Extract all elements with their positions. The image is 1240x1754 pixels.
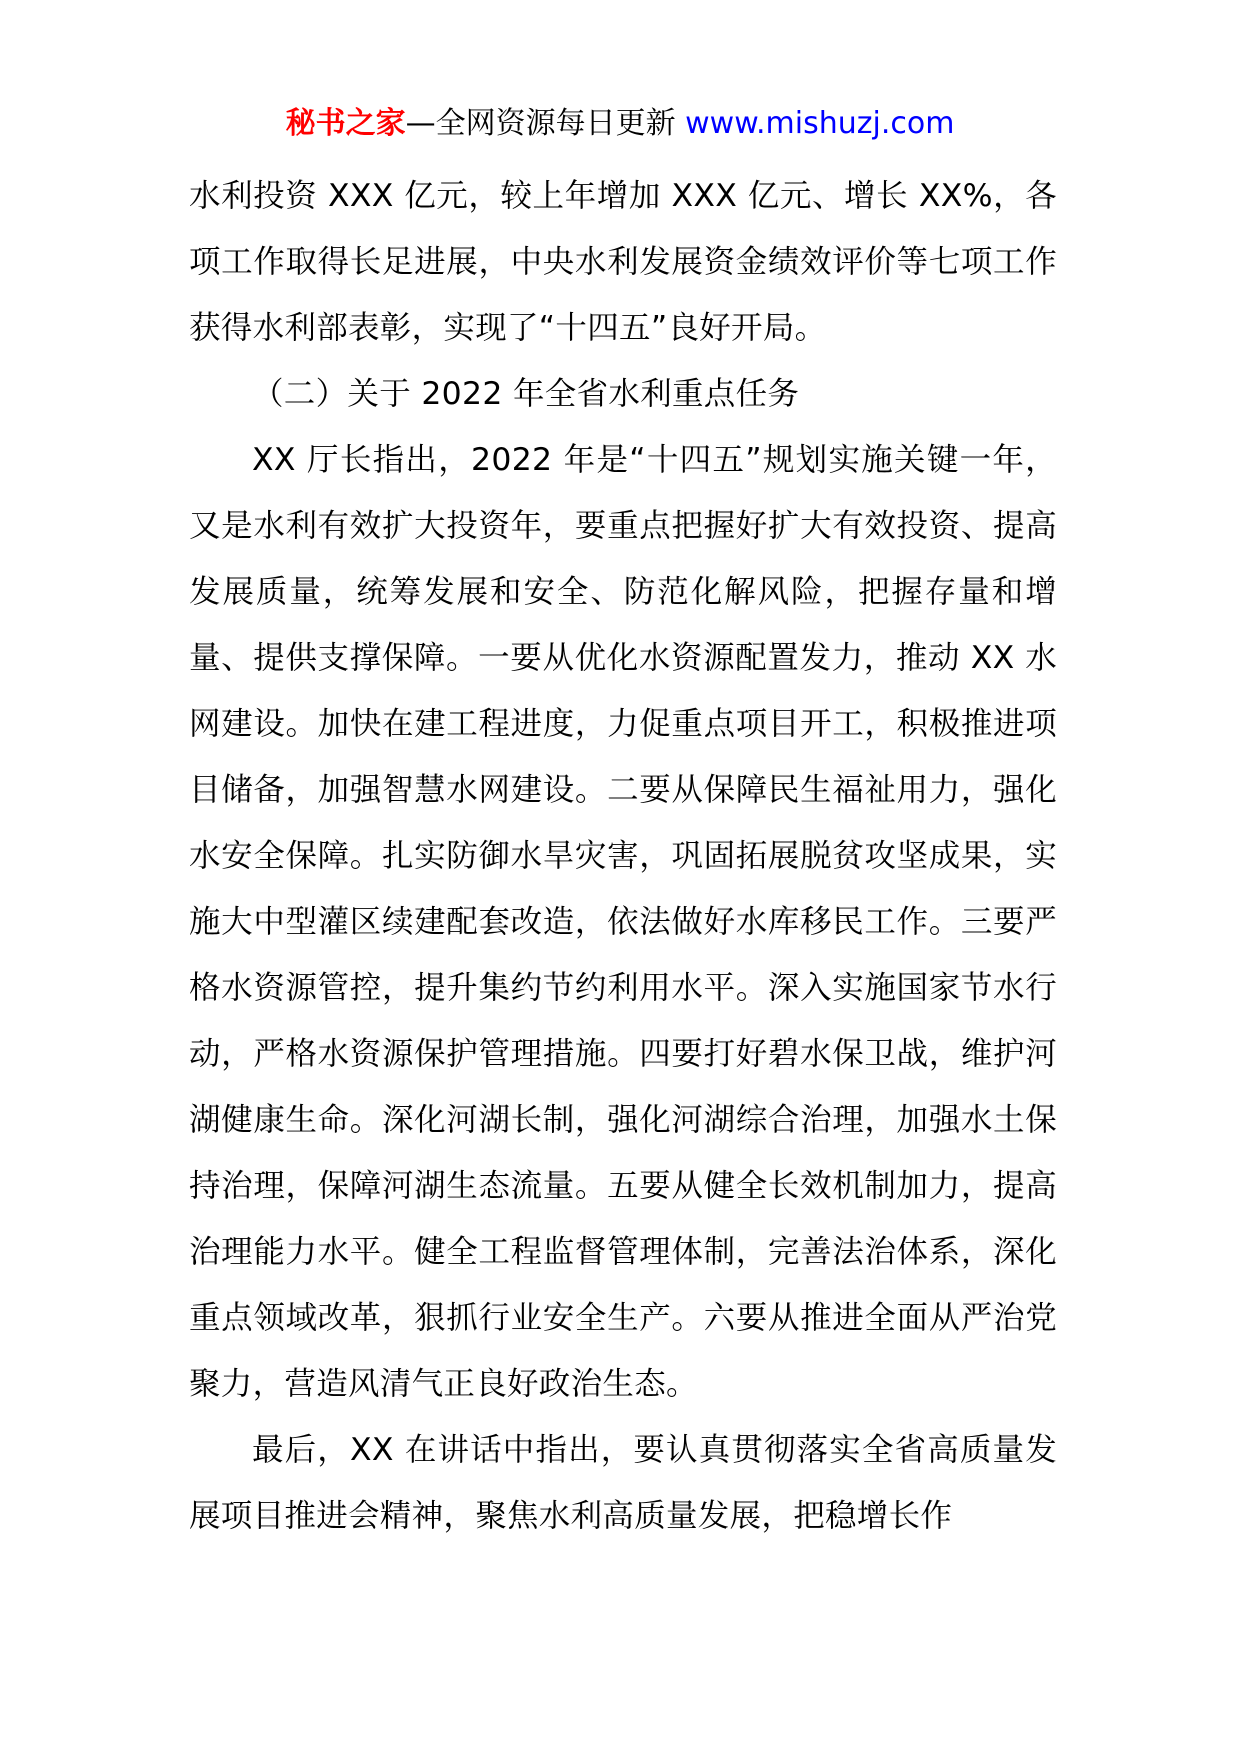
header-tagline: —全网资源每日更新 [405,106,676,141]
page-header [0,104,1240,144]
document-body [189,163,1057,1549]
brand-name: 秘书之家 [285,106,406,141]
paragraph-closing: 最后，XX 在讲话中指出，要认真贯彻落实全省高质量发展项目推进会精神，聚焦水利高质量发展，把稳增长作 [189,1432,1057,1534]
paragraph-continuation: 水利投资 XXX 亿元，较上年增加 XXX 亿元、增长 XX%，各项工作取得长足进展，中央水利发展资金绩效评价等七项工作获得水利部表彰，实现了“十四五”良好开局。 [189,178,1057,346]
website-link[interactable]: www.mishuzj.com [685,106,955,141]
section-heading: （二）关于 2022 年全省水利重点任务 [252,376,800,412]
paragraph-key-tasks: XX 厅长指出，2022 年是“十四五”规划实施关键一年，又是水利有效扩大投资年，要重点把握好扩大有效投资、提高发展质量，统筹发展和安全、防范化解风险，把握存量和增量、提供支撑保障。一要从优化水资源配置发力，推动 XX 水网建设。加快在建工程进度，力促重点项目开工，积极推进项目储备，加强智慧水网建设。二要从保障民生福祉用力，强化水安全保障。扎实防御水旱灾害，巩固拓展脱贫攻坚成果，实施大中型灌区续建配套改造，依法做好水库移民工作。三要严格水资源管控，提升集约节约利用水平。深入实施国家节水行动，严格水资源保护管理措施。四要打好碧水保卫战，维护河湖健康生命。深化河湖长制，强化河湖综合治理，加强水土保持治理，保障河湖生态流量。五要从健全长效机制加力，提高治理能力水平。健全工程监督管理体制，完善法治体系，深化重点领域改革，狠抓行业安全生产。六要从推进全面从严治党聚力，营造风清气正良好政治生态。 [189,442,1057,1402]
